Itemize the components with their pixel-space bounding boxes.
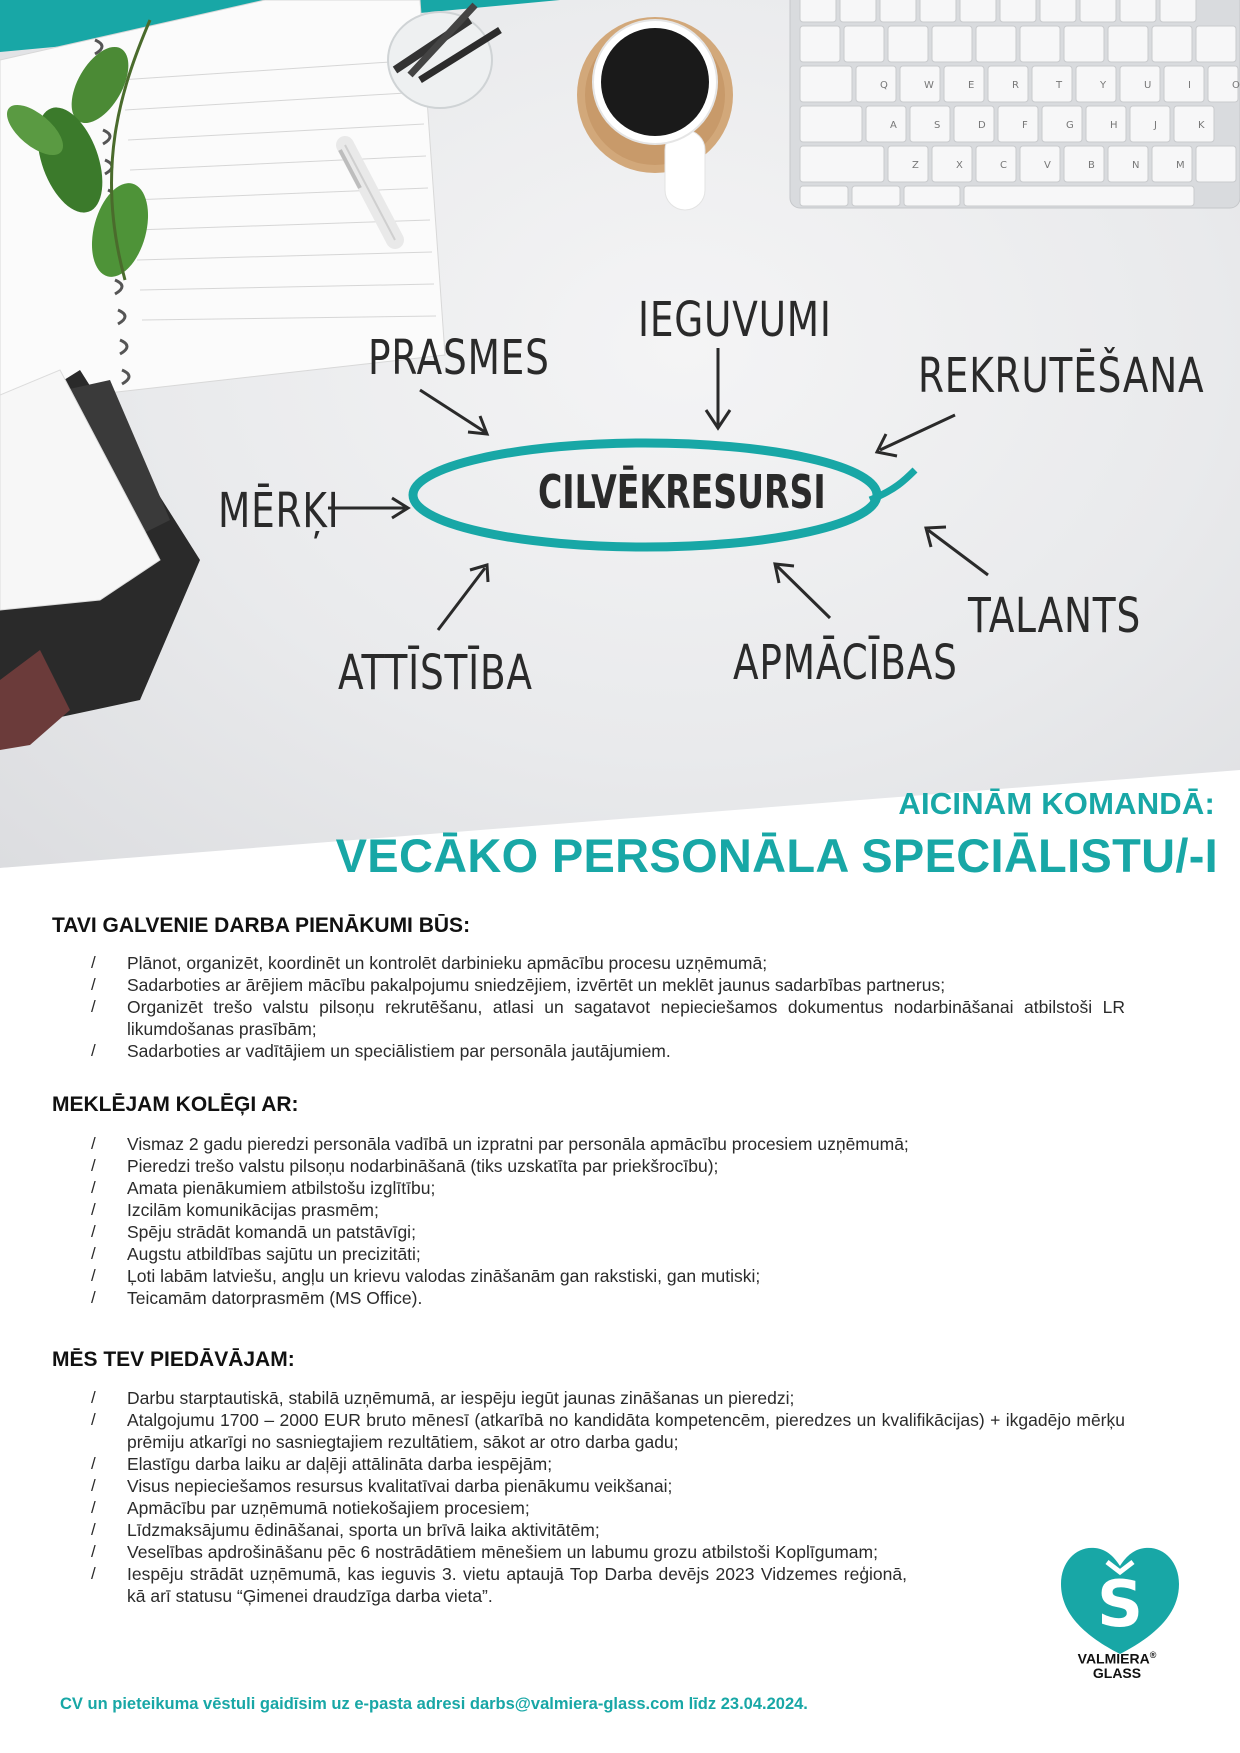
mindmap-word-merki: MĒRĶI	[218, 483, 340, 539]
list-item	[85, 1453, 1125, 1475]
bullet-slash: /	[91, 953, 96, 972]
list-item-text: Elastīgu darba laiku ar daļēji attālināta darba iespējām;	[127, 1454, 553, 1474]
list-item	[85, 1563, 1125, 1607]
page-title: VECĀKO PERSONĀLA SPECIĀLISTU/-I	[335, 829, 1218, 882]
application-footer: CV un pieteikuma vēstuli gaidīsim uz e-pasta adresi darbs@valmiera-glass.com līdz 23.04.2024.	[60, 1695, 808, 1713]
bullet-slash: /	[91, 1498, 96, 1517]
list-item	[85, 1409, 1125, 1453]
keyboard-key-label: O	[1232, 80, 1240, 91]
list-item	[85, 1040, 1125, 1062]
keyboard-key-label: E	[968, 80, 975, 91]
list-item-text: Apmācību par uzņēmumā notiekošajiem procesiem;	[127, 1498, 530, 1518]
list-item-text: Ļoti labām latviešu, angļu un krievu valodas zināšanām gan rakstiski, gan mutiski;	[127, 1266, 761, 1286]
bullet-slash: /	[91, 1200, 96, 1219]
list-item-text: Sadarboties ar ārējiem mācību pakalpojumu sniedzējiem, izvērtēt un meklēt jaunus sadarbības partnerus;	[127, 975, 946, 995]
mindmap-word-ieguvumi: IEGUVUMI	[638, 292, 832, 348]
desk-notebooks-illustration	[0, 370, 200, 750]
offer-list	[85, 1387, 1125, 1607]
keyboard-illustration	[790, 0, 1240, 208]
keyboard-key-label: X	[956, 160, 963, 171]
hero-image	[0, 0, 1240, 868]
keyboard-key-label: U	[1144, 80, 1152, 91]
bullet-slash: /	[91, 1388, 96, 1407]
list-item	[85, 1199, 1125, 1221]
list-item-text: Plānot, organizēt, koordinēt un kontrolēt darbinieku apmācību procesu uzņēmumā;	[127, 953, 768, 973]
list-item-text: Veselības apdrošināšanu pēc 6 nostrādātiem mēnešiem un labumu grozu atbilstoši Koplīgumam;	[127, 1542, 878, 1562]
list-item	[85, 1475, 1125, 1497]
list-item-text: Iespēju strādāt uzņēmumā, kas ieguvis 3. vietu aptaujā Top Darba devējs 2023 Vidzemes reģionā, kā arī statusu “Ģimenei draudzīga darba vieta”.	[127, 1564, 907, 1606]
list-item-text: Visus nepieciešamos resursus kvalitatīvai darba pienākumu veikšanai;	[127, 1476, 673, 1496]
logo-registered: ®	[1149, 1650, 1157, 1660]
mindmap-word-apmacibas: APMĀCĪBAS	[733, 635, 958, 691]
keyboard-key-label: S	[934, 120, 941, 131]
keyboard-key-label: I	[1188, 80, 1191, 91]
keyboard-key-label: J	[1154, 120, 1157, 131]
mindmap-center-word: CILVĒKRESURSI	[538, 465, 826, 519]
list-item	[85, 1265, 1125, 1287]
logo-wordmark	[1057, 1648, 1177, 1680]
keyboard-key-label: T	[1056, 80, 1063, 91]
mindmap-word-talants: TALANTS	[968, 588, 1142, 644]
list-item-text: Līdzmaksājumu ēdināšanai, sporta un brīvā laika aktivitātēm;	[127, 1520, 600, 1540]
bullet-slash: /	[91, 1156, 96, 1175]
keyboard-key-label: K	[1198, 120, 1205, 131]
list-item	[85, 1243, 1125, 1265]
list-item	[85, 996, 1125, 1040]
keyboard-key-label: M	[1176, 160, 1185, 171]
keyboard-key-label: Y	[1100, 80, 1107, 91]
list-item-text: Spēju strādāt komandā un patstāvīgi;	[127, 1222, 416, 1242]
bullet-slash: /	[91, 975, 96, 994]
list-item	[85, 1133, 1125, 1155]
coffee-cup-illustration	[577, 17, 733, 210]
duties-section-title: TAVI GALVENIE DARBA PIENĀKUMI BŪS:	[52, 914, 471, 937]
mindmap-word-attistiba: ATTĪSTĪBA	[338, 645, 533, 701]
list-item	[85, 1497, 1125, 1519]
bullet-slash: /	[91, 997, 96, 1016]
bullet-slash: /	[91, 1564, 96, 1583]
list-item-text: Atalgojumu 1700 – 2000 EUR bruto mēnesī (atkarībā no kandidāta kompetencēm, pieredzes un kvalifikācijas) + ikgadējo mērķu prēmiju atkarīgi no sasniegtajiem rezultātiem, sākot ar otro darba gadu;	[127, 1410, 1125, 1452]
keyboard-key-label: C	[1000, 160, 1007, 171]
keyboard-key-label: A	[890, 120, 897, 131]
list-item-text: Darbu starptautiskā, stabilā uzņēmumā, ar iespēju iegūt jaunas zināšanas un pieredzi;	[127, 1388, 795, 1408]
list-item	[85, 1155, 1125, 1177]
keyboard-key-label: V	[1044, 160, 1051, 171]
bullet-slash: /	[91, 1134, 96, 1153]
list-item-text: Augstu atbildības sajūtu un precizitāti;	[127, 1244, 421, 1264]
list-item	[85, 1221, 1125, 1243]
list-item-text: Teicamām datorprasmēm (MS Office).	[127, 1288, 423, 1308]
list-item	[85, 1541, 1125, 1563]
bullet-slash: /	[91, 1222, 96, 1241]
requirements-section-title: MEKLĒJAM KOLĒĢI AR:	[52, 1093, 299, 1116]
list-item-text: Izcilām komunikācijas prasmēm;	[127, 1200, 379, 1220]
keyboard-key-label: Z	[912, 160, 919, 171]
keyboard-key-label: Q	[880, 80, 888, 91]
bullet-slash: /	[91, 1476, 96, 1495]
keyboard-key-label: H	[1110, 120, 1118, 131]
list-item-text: Pieredzi trešo valstu pilsoņu nodarbināšanā (tiks uzskatīta par priekšrocību);	[127, 1156, 719, 1176]
list-item-text: Sadarboties ar vadītājiem un speciālistiem par personāla jautājumiem.	[127, 1041, 671, 1061]
keyboard-key-label: B	[1088, 160, 1095, 171]
list-item	[85, 1177, 1125, 1199]
list-item	[85, 1387, 1125, 1409]
page-kicker: AICINĀM KOMANDĀ:	[898, 786, 1215, 821]
mindmap-word-prasmes: PRASMES	[368, 330, 550, 386]
logo-line2: GLASS	[1092, 1664, 1142, 1681]
bullet-slash: /	[91, 1178, 96, 1197]
keyboard-key-label: F	[1022, 120, 1028, 131]
requirements-list	[85, 1133, 1125, 1309]
keyboard-key-label: R	[1012, 80, 1019, 91]
keyboard-key-label: N	[1132, 160, 1140, 171]
bullet-slash: /	[91, 1266, 96, 1285]
bullet-slash: /	[91, 1410, 96, 1429]
list-item	[85, 974, 1125, 996]
list-item-text: Amata pienākumiem atbilstošu izglītību;	[127, 1178, 436, 1198]
bullet-slash: /	[91, 1454, 96, 1473]
bullet-slash: /	[91, 1288, 96, 1307]
logo-line1: VALMIERA	[1077, 1650, 1150, 1667]
list-item-text: Organizēt trešo valstu pilsoņu rekrutēšanu, atlasi un sagatavot nepieciešamos dokumentus nodarbināšanai atbilstoši LR likumdošanas prasībām;	[127, 997, 1125, 1039]
hero-illustration	[0, 0, 1240, 868]
bullet-slash: /	[91, 1542, 96, 1561]
keyboard-key-label: G	[1066, 120, 1074, 131]
list-item-text: Vismaz 2 gadu pieredzi personāla vadībā un izpratni par personāla apmācību procesiem uzņēmumā;	[127, 1134, 909, 1154]
bullet-slash: /	[91, 1244, 96, 1263]
bullet-slash: /	[91, 1520, 96, 1539]
list-item	[85, 952, 1125, 974]
offer-section-title: MĒS TEV PIEDĀVĀJAM:	[52, 1348, 295, 1371]
mindmap-word-rekrutesana: REKRUTĒŠANA	[918, 348, 1205, 404]
keyboard-key-label: W	[924, 80, 934, 91]
keyboard-key-label: D	[978, 120, 986, 131]
list-item	[85, 1287, 1125, 1309]
duties-list	[85, 952, 1125, 1062]
bullet-slash: /	[91, 1041, 96, 1060]
logo-letter: S	[1096, 1568, 1144, 1642]
list-item	[85, 1519, 1125, 1541]
